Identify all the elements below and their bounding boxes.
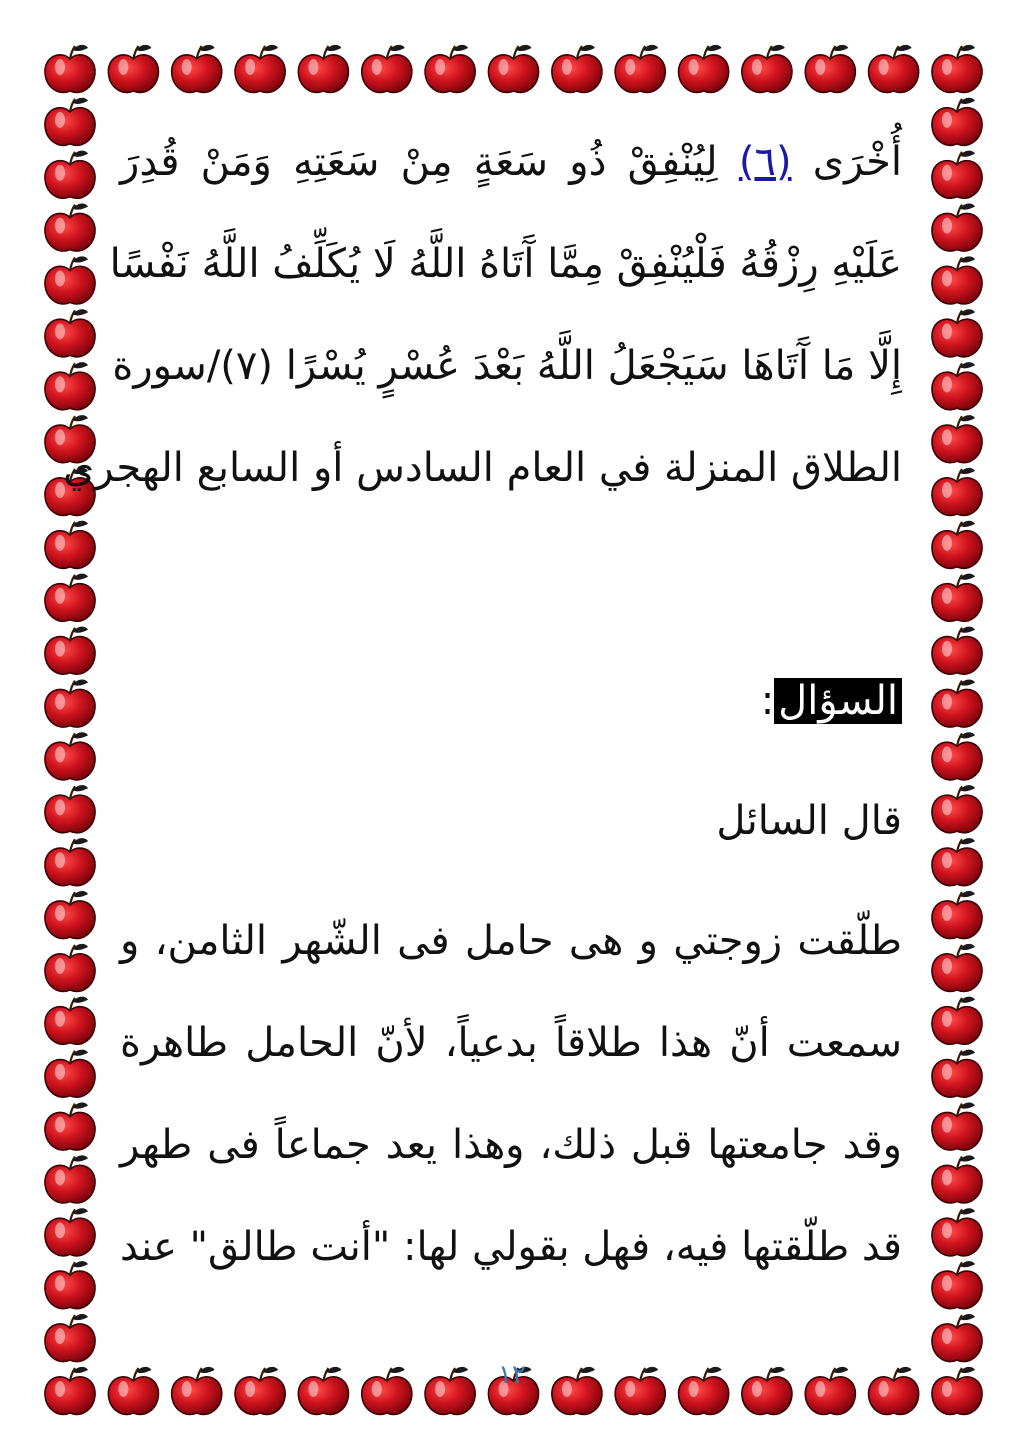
apple-icon xyxy=(932,151,982,199)
apple-icon xyxy=(108,1367,158,1415)
apple-icon xyxy=(932,1208,982,1256)
apple-icon xyxy=(932,1314,982,1362)
apple-icon xyxy=(235,45,285,93)
apple-icon xyxy=(45,98,95,146)
apple-icon xyxy=(45,521,95,569)
apple-icon xyxy=(932,838,982,886)
apple-icon xyxy=(45,1102,95,1150)
apple-icon xyxy=(45,679,95,727)
apple-icon xyxy=(172,45,222,93)
quran-line-1-end: لِيُنْفِقْ ذُو سَعَةٍ مِنْ سَعَتِهِ وَمَنْ قُدِرَ xyxy=(120,139,739,185)
apple-icon xyxy=(615,45,665,93)
apple-icon xyxy=(362,45,412,93)
apple-icon xyxy=(932,732,982,780)
apple-icon xyxy=(45,203,95,251)
apple-icon xyxy=(45,362,95,410)
apple-icon xyxy=(108,45,158,93)
apple-icon xyxy=(45,256,95,304)
apple-icon xyxy=(615,1367,665,1415)
apple-icon xyxy=(45,891,95,939)
apple-icon xyxy=(45,151,95,199)
apple-icon xyxy=(45,45,95,93)
apple-icon xyxy=(932,574,982,622)
quran-line-1-start: أُخْرَى xyxy=(791,139,903,185)
apple-icon xyxy=(932,679,982,727)
apple-icon xyxy=(932,468,982,516)
question-line-3: وقد جامعتها قبل ذلك، وهذا يعد جماعاً فى طهر xyxy=(120,1122,902,1168)
apple-icon xyxy=(869,1367,919,1415)
apple-icon xyxy=(45,732,95,780)
apple-icon xyxy=(45,309,95,357)
apple-icon xyxy=(805,1367,855,1415)
quran-line-3: إِلَّا مَا آَتَاهَا سَيَجْعَلُ اللَّهُ بَعْدَ عُسْرٍ يُسْرًا (٧)/سورة xyxy=(112,343,902,389)
apple-icon xyxy=(298,1367,348,1415)
quran-line-4: الطلاق المنزلة في العام السادس أو السابع الهجري xyxy=(62,445,902,491)
apple-icon xyxy=(172,1367,222,1415)
apple-icon xyxy=(488,45,538,93)
apple-icon xyxy=(932,415,982,463)
apple-icon xyxy=(45,1050,95,1098)
apple-icon xyxy=(45,1261,95,1309)
question-line-2: سمعت أنّ هذا طلاقاً بدعياً، لأنّ الحامل طاهرة xyxy=(120,1020,902,1066)
page-number: ١٢ xyxy=(498,1360,526,1390)
apple-icon xyxy=(932,785,982,833)
apple-icon xyxy=(679,1367,729,1415)
apple-icon xyxy=(932,45,982,93)
apple-icon xyxy=(45,627,95,675)
apple-icon xyxy=(235,1367,285,1415)
apple-icon xyxy=(425,45,475,93)
apple-icon xyxy=(45,1314,95,1362)
apple-icon xyxy=(552,1367,602,1415)
apple-icon xyxy=(932,891,982,939)
apple-icon xyxy=(932,203,982,251)
apple-icon xyxy=(425,1367,475,1415)
apple-icon xyxy=(932,1155,982,1203)
apple-icon xyxy=(932,98,982,146)
apple-icon xyxy=(45,1367,95,1415)
quran-line-2: عَلَيْهِ رِزْقُهُ فَلْيُنْفِقْ مِمَّا آَتَاهُ اللَّهُ لَا يُكَلِّفُ اللَّهُ نَفْسًا xyxy=(109,241,902,287)
question-colon: : xyxy=(760,678,775,724)
apple-icon xyxy=(742,45,792,93)
apple-icon xyxy=(805,45,855,93)
apple-icon xyxy=(679,45,729,93)
apple-icon xyxy=(45,838,95,886)
apple-icon xyxy=(45,944,95,992)
apple-icon xyxy=(932,256,982,304)
apple-icon xyxy=(932,1050,982,1098)
question-label: السؤال xyxy=(774,678,902,724)
asker-line: قال السائل xyxy=(716,798,902,844)
footnote-ref-6[interactable]: (٦) xyxy=(738,139,792,185)
apple-icon xyxy=(932,944,982,992)
apple-icon xyxy=(932,362,982,410)
apple-icon xyxy=(45,1155,95,1203)
apple-icon xyxy=(742,1367,792,1415)
apple-icon xyxy=(45,785,95,833)
apple-icon xyxy=(932,1102,982,1150)
apple-icon xyxy=(45,1208,95,1256)
apple-icon xyxy=(869,45,919,93)
question-heading xyxy=(761,673,902,729)
apple-icon xyxy=(932,309,982,357)
quran-line-1 xyxy=(120,134,902,190)
question-line-1: طلّقت زوجتي و هى حامل فى الشّهر الثامن، و xyxy=(120,918,902,964)
apple-icon xyxy=(932,627,982,675)
apple-icon xyxy=(932,997,982,1045)
page-content xyxy=(62,120,903,1350)
apple-icon xyxy=(932,1367,982,1415)
apple-icon xyxy=(932,521,982,569)
apple-icon xyxy=(552,45,602,93)
apple-icon xyxy=(298,45,348,93)
apple-icon xyxy=(932,1261,982,1309)
question-line-4: قد طلّقتها فيه، فهل بقولي لها: "أنت طالق" عند xyxy=(120,1224,902,1270)
apple-icon xyxy=(45,997,95,1045)
apple-icon xyxy=(362,1367,412,1415)
apple-icon xyxy=(45,574,95,622)
